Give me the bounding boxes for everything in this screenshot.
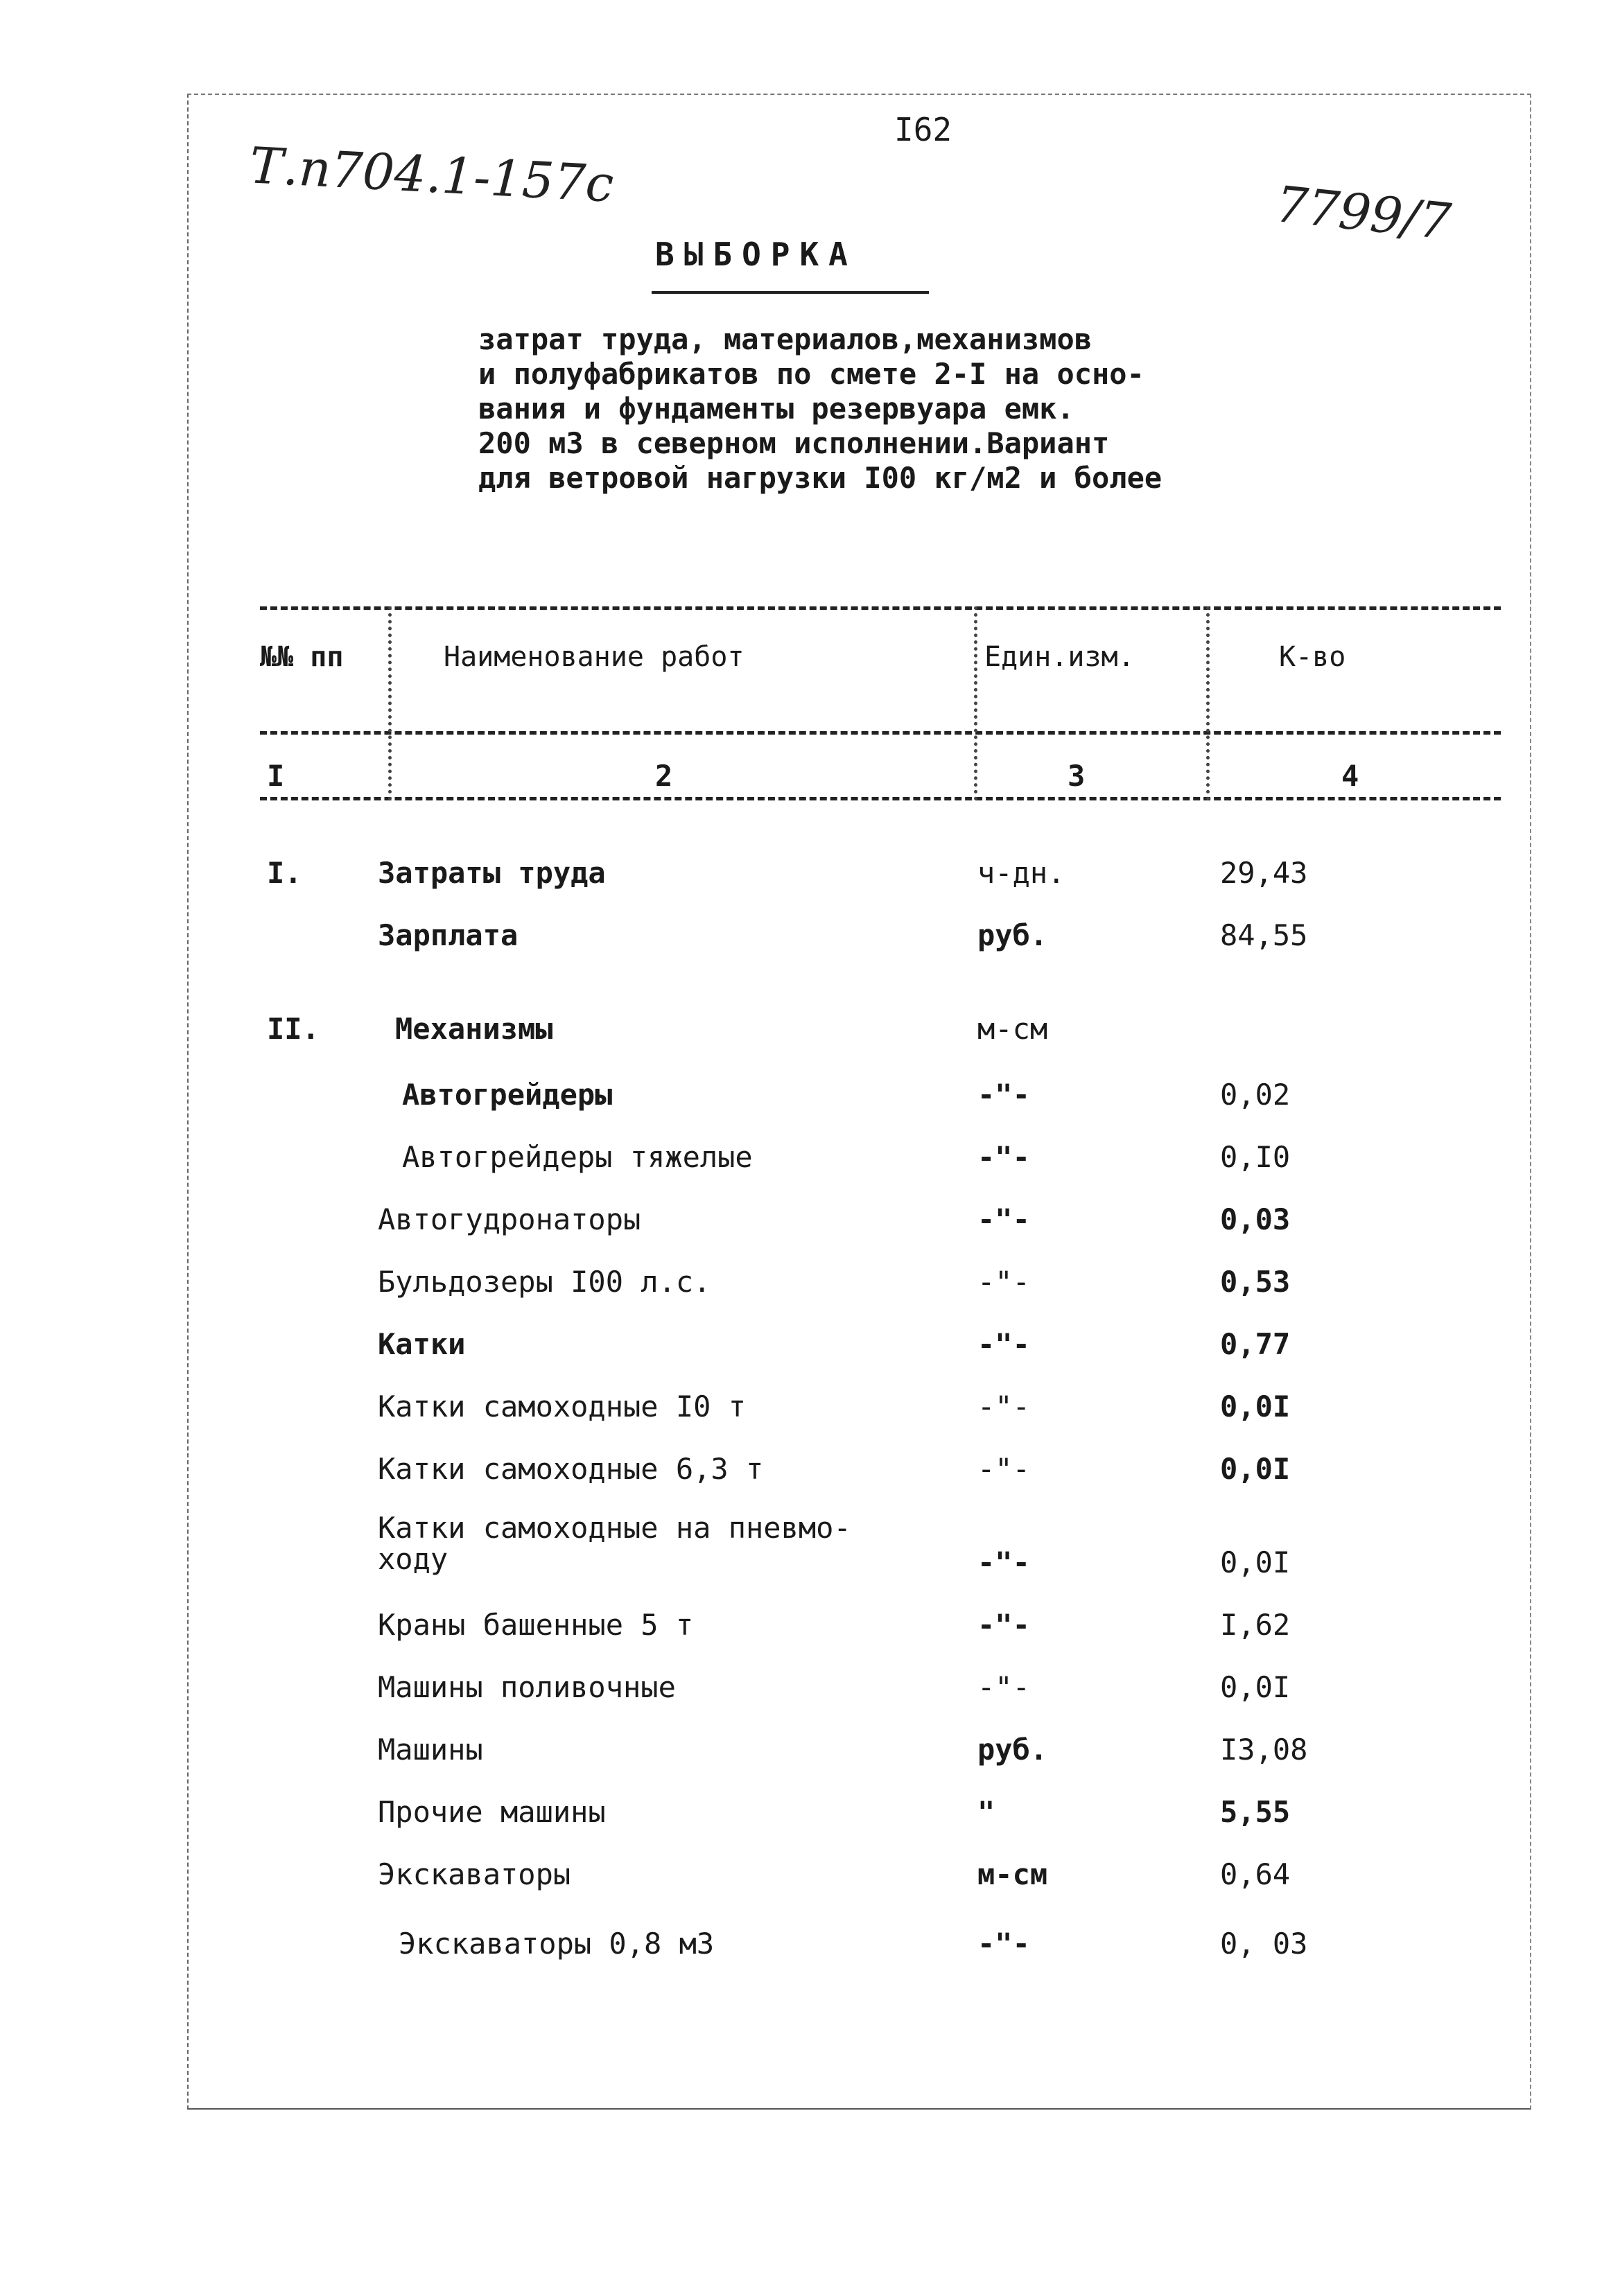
row-name: Экскаваторы 0,8 м3 xyxy=(399,1927,715,1961)
column-divider xyxy=(1206,606,1210,800)
handwritten-document-number: 7799/7 xyxy=(1273,174,1454,252)
header-work-name: Наименование работ xyxy=(444,641,744,673)
table-header-rule xyxy=(260,731,1501,735)
row-name: Механизмы xyxy=(395,1012,553,1046)
row-qty: 0, 03 xyxy=(1220,1927,1308,1961)
row-unit: м-см xyxy=(977,1012,1048,1046)
column-number-1: I xyxy=(267,759,285,793)
row-qty: 0,02 xyxy=(1220,1078,1291,1112)
row-number: II. xyxy=(267,1012,320,1046)
row-name: Автогудронаторы xyxy=(378,1202,641,1236)
row-name: Автогрейдеры тяжелые xyxy=(402,1140,753,1174)
row-name: Экскаваторы xyxy=(378,1857,571,1891)
row-qty: 0,I0 xyxy=(1220,1140,1291,1174)
row-name: Зарплата xyxy=(378,918,519,952)
row-qty: 0,77 xyxy=(1220,1327,1291,1361)
row-name-continued: ходу xyxy=(378,1542,449,1576)
subtitle-line: затрат труда, материалов,механизмов xyxy=(478,322,1092,356)
row-name: Катки xyxy=(378,1327,466,1361)
row-name: Катки самоходные I0 т xyxy=(378,1390,747,1423)
handwritten-project-code: Т.п704.1-157с xyxy=(248,136,616,213)
row-qty: 0,03 xyxy=(1220,1202,1291,1236)
header-number: №№ пп xyxy=(260,641,344,673)
row-unit: -"- xyxy=(977,1927,1030,1961)
row-qty: 0,53 xyxy=(1220,1265,1291,1299)
row-qty: I3,08 xyxy=(1220,1733,1308,1767)
row-unit: м-см xyxy=(977,1857,1048,1891)
row-name: Машины поливочные xyxy=(378,1670,676,1704)
table-top-rule xyxy=(260,606,1501,610)
column-number-3: 3 xyxy=(1068,759,1086,793)
subtitle-line: и полуфабрикатов по смете 2-I на осно- xyxy=(478,357,1144,391)
row-name: Катки самоходные на пневмо- xyxy=(378,1511,851,1545)
column-divider xyxy=(388,606,392,800)
row-unit: -"- xyxy=(977,1140,1030,1174)
row-name: Автогрейдеры xyxy=(402,1078,613,1112)
row-name: Затраты труда xyxy=(378,856,606,890)
header-unit: Един.изм. xyxy=(984,641,1135,673)
row-unit: руб. xyxy=(977,918,1048,952)
row-unit: -"- xyxy=(977,1670,1030,1704)
row-qty: 0,0I xyxy=(1220,1670,1291,1704)
document-subtitle xyxy=(478,322,1162,496)
row-unit: -"- xyxy=(977,1078,1030,1112)
row-qty: 0,0I xyxy=(1220,1545,1291,1579)
row-unit: ч-дн. xyxy=(977,856,1065,890)
row-unit: -"- xyxy=(977,1390,1030,1423)
column-divider xyxy=(974,606,977,800)
row-unit: -"- xyxy=(977,1545,1030,1579)
row-unit: -"- xyxy=(977,1202,1030,1236)
row-name: Катки самоходные 6,3 т xyxy=(378,1452,764,1486)
table-colnum-rule xyxy=(260,797,1501,800)
header-quantity: К-во xyxy=(1279,641,1346,673)
row-qty: 0,0I xyxy=(1220,1452,1291,1486)
subtitle-line: вания и фундаменты резервуара емк. xyxy=(478,392,1074,426)
row-qty: 0,0I xyxy=(1220,1390,1291,1423)
row-qty: 84,55 xyxy=(1220,918,1308,952)
row-qty: 29,43 xyxy=(1220,856,1308,890)
row-unit: руб. xyxy=(977,1733,1048,1767)
row-qty: 0,64 xyxy=(1220,1857,1291,1891)
row-number: I. xyxy=(267,856,302,890)
subtitle-line: 200 м3 в северном исполнении.Вариант xyxy=(478,426,1110,460)
row-qty: 5,55 xyxy=(1220,1795,1291,1829)
row-unit: -"- xyxy=(977,1265,1030,1299)
column-number-4: 4 xyxy=(1341,759,1359,793)
row-unit: -"- xyxy=(977,1452,1030,1486)
row-unit: " xyxy=(977,1795,995,1829)
row-name: Бульдозеры I00 л.с. xyxy=(378,1265,711,1299)
row-unit: -"- xyxy=(977,1608,1030,1642)
row-name: Прочие машины xyxy=(378,1795,606,1829)
document-title: ВЫБОРКА xyxy=(655,236,857,273)
row-unit: -"- xyxy=(977,1327,1030,1361)
page-number: I62 xyxy=(894,111,952,148)
row-qty: I,62 xyxy=(1220,1608,1291,1642)
row-name: Краны башенные 5 т xyxy=(378,1608,694,1642)
column-number-2: 2 xyxy=(655,759,673,793)
title-underline xyxy=(652,291,929,294)
subtitle-line: для ветровой нагрузки I00 кг/м2 и более xyxy=(478,461,1162,495)
row-name: Машины xyxy=(378,1733,483,1767)
